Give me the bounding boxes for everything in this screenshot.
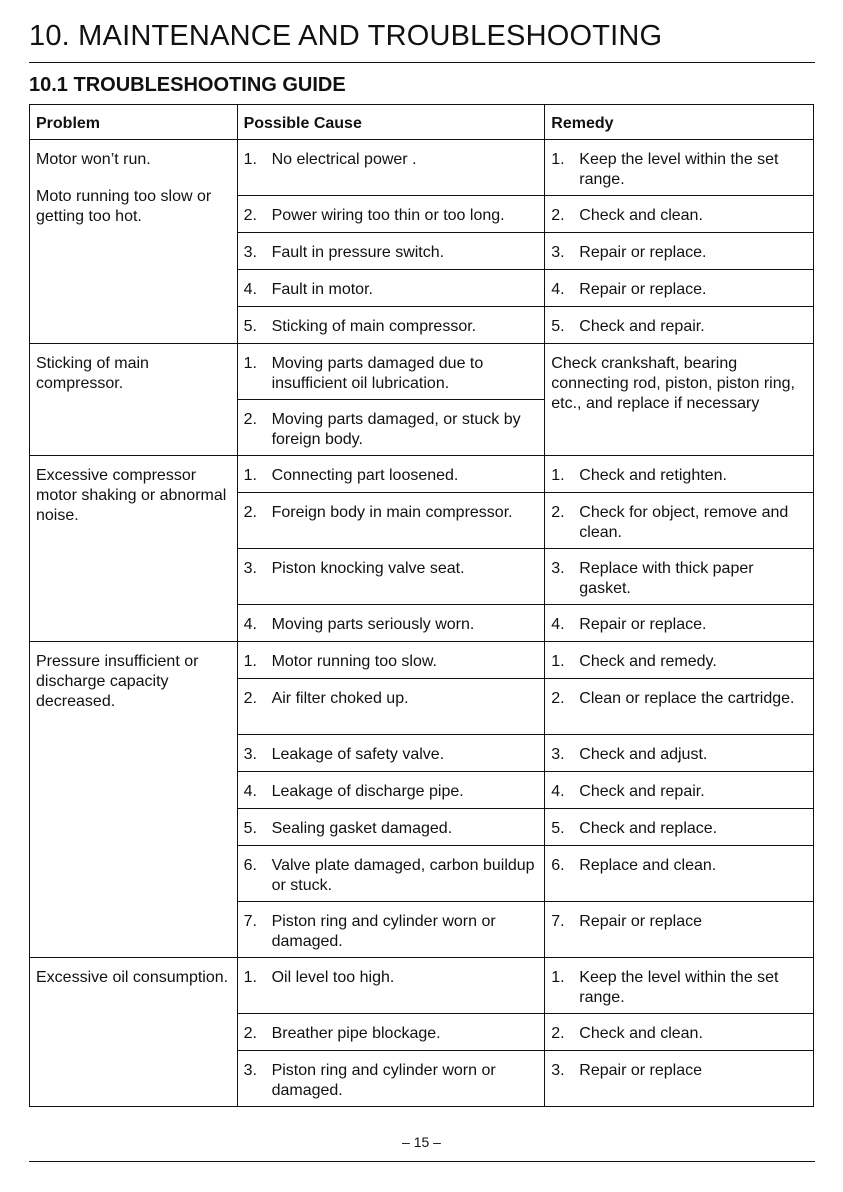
- table-row: [30, 958, 814, 1014]
- remedy-cell: [545, 1014, 814, 1051]
- section-title: 10.1 TROUBLESHOOTING GUIDE: [29, 74, 346, 96]
- troubleshooting-table: [29, 104, 814, 1107]
- cause-text: Valve plate damaged, carbon buildup or stuck.: [271, 857, 535, 894]
- problem-cell: [30, 456, 238, 642]
- problem-cell: [30, 642, 238, 958]
- item-number: 4.: [551, 783, 565, 800]
- header-possible-cause: Possible Cause: [237, 105, 545, 140]
- item-number: 5.: [243, 318, 257, 335]
- remedy-cell: [545, 1051, 814, 1107]
- item-number: 1.: [551, 969, 565, 986]
- cause-cell: [237, 958, 545, 1014]
- table-row: [30, 344, 814, 400]
- item-number: 2.: [551, 690, 565, 707]
- cause-text: Air filter choked up.: [271, 690, 409, 707]
- cause-cell: [237, 270, 545, 307]
- remedy-cell: [545, 140, 814, 196]
- cause-text: Moving parts damaged, or stuck by foreign body.: [271, 411, 521, 448]
- remedy-text: Keep the level within the set range.: [579, 969, 779, 1006]
- remedy-text: Keep the level within the set range.: [579, 151, 779, 188]
- item-number: 2.: [243, 690, 257, 707]
- remedy-text: Check and adjust.: [579, 746, 708, 763]
- item-number: 4.: [551, 281, 565, 298]
- remedy-cell: [545, 958, 814, 1014]
- remedy-text: Check and repair.: [579, 783, 705, 800]
- item-number: 1.: [551, 151, 565, 168]
- remedy-text: Check crankshaft, bearing connecting rod, piston, piston ring, etc., and replace if necessary: [551, 355, 795, 412]
- problem-cell: [30, 958, 238, 1107]
- remedy-cell: [545, 493, 814, 549]
- header-remedy: Remedy: [545, 105, 814, 140]
- cause-cell: [237, 549, 545, 605]
- cause-text: Connecting part loosened.: [271, 467, 459, 484]
- remedy-text: Replace and clean.: [579, 857, 717, 874]
- cause-text: Power wiring too thin or too long.: [271, 207, 505, 224]
- item-number: 2.: [243, 504, 257, 521]
- item-number: 2.: [243, 1025, 257, 1042]
- remedy-cell: [545, 735, 814, 772]
- remedy-text: Clean or replace the cartridge.: [579, 690, 795, 707]
- cause-cell: [237, 1014, 545, 1051]
- remedy-text: Check and clean.: [579, 1025, 703, 1042]
- item-number: 2.: [243, 207, 257, 224]
- remedy-cell: [545, 270, 814, 307]
- remedy-cell: [545, 772, 814, 809]
- problem-text: Pressure insufficient or discharge capacity decreased.: [36, 653, 199, 710]
- item-number: 2.: [551, 1025, 565, 1042]
- cause-text: Fault in motor.: [271, 281, 373, 298]
- cause-text: Piston ring and cylinder worn or damaged.: [271, 1062, 496, 1099]
- header-row: [30, 105, 814, 140]
- cause-cell: [237, 846, 545, 902]
- cause-cell: [237, 233, 545, 270]
- cause-cell: [237, 735, 545, 772]
- item-number: 1.: [551, 467, 565, 484]
- table-row: [30, 456, 814, 493]
- cause-text: Piston ring and cylinder worn or damaged.: [271, 913, 496, 950]
- cause-text: Breather pipe blockage.: [271, 1025, 441, 1042]
- cause-text: Oil level too high.: [271, 969, 395, 986]
- problem-text: Excessive compressor motor shaking or abnormal noise.: [36, 467, 227, 524]
- remedy-text: Repair or replace.: [579, 616, 707, 633]
- remedy-cell: [545, 809, 814, 846]
- item-number: 2.: [551, 504, 565, 521]
- remedy-cell: [545, 605, 814, 642]
- table-row: [30, 140, 814, 196]
- item-number: 3.: [243, 560, 257, 577]
- item-number: 1.: [243, 355, 257, 372]
- remedy-text: Repair or replace: [579, 913, 702, 930]
- cause-text: Moving parts damaged due to insufficient oil lubrication.: [271, 355, 484, 392]
- item-number: 1.: [243, 151, 257, 168]
- remedy-cell: [545, 233, 814, 270]
- remedy-text: Replace with thick paper gasket.: [579, 560, 754, 597]
- remedy-cell: [545, 196, 814, 233]
- cause-cell: [237, 344, 545, 400]
- cause-cell: [237, 809, 545, 846]
- cause-text: Sealing gasket damaged.: [271, 820, 453, 837]
- problem-cell: [30, 344, 238, 456]
- item-number: 4.: [243, 783, 257, 800]
- remedy-text: Check and remedy.: [579, 653, 717, 670]
- cause-cell: [237, 1051, 545, 1107]
- remedy-text: Check and repair.: [579, 318, 705, 335]
- item-number: 3.: [551, 560, 565, 577]
- remedy-text: Repair or replace: [579, 1062, 702, 1079]
- cause-cell: [237, 493, 545, 549]
- cause-cell: [237, 605, 545, 642]
- item-number: 3.: [243, 244, 257, 261]
- item-number: 7.: [551, 913, 565, 930]
- cause-cell: [237, 196, 545, 233]
- remedy-text: Repair or replace.: [579, 244, 707, 261]
- remedy-text: Check and clean.: [579, 207, 703, 224]
- item-number: 6.: [243, 857, 257, 874]
- item-number: 7.: [243, 913, 257, 930]
- cause-cell: [237, 400, 545, 456]
- item-number: 1.: [243, 653, 257, 670]
- remedy-cell: [545, 679, 814, 735]
- remedy-cell: [545, 307, 814, 344]
- problem-cell: [30, 140, 238, 344]
- item-number: 5.: [243, 820, 257, 837]
- problem-text: Moto running too slow or getting too hot.: [36, 188, 212, 225]
- remedy-cell: [545, 846, 814, 902]
- item-number: 3.: [551, 746, 565, 763]
- remedy-text: Repair or replace.: [579, 281, 707, 298]
- item-number: 2.: [551, 207, 565, 224]
- remedy-cell: [545, 642, 814, 679]
- cause-cell: [237, 307, 545, 344]
- cause-text: Motor running too slow.: [271, 653, 437, 670]
- cause-cell: [237, 140, 545, 196]
- item-number: 3.: [243, 746, 257, 763]
- item-number: 1.: [243, 467, 257, 484]
- item-number: 5.: [551, 318, 565, 335]
- item-number: 1.: [243, 969, 257, 986]
- footer-rule: [29, 1161, 815, 1162]
- cause-text: Foreign body in main compressor.: [271, 504, 513, 521]
- item-number: 6.: [551, 857, 565, 874]
- cause-cell: [237, 456, 545, 493]
- table-row: [30, 642, 814, 679]
- item-number: 5.: [551, 820, 565, 837]
- item-number: 3.: [551, 1062, 565, 1079]
- problem-text: Motor won’t run.: [36, 151, 151, 168]
- remedy-cell: [545, 549, 814, 605]
- cause-cell: [237, 642, 545, 679]
- item-number: 2.: [243, 411, 257, 428]
- remedy-text: Check for object, remove and clean.: [579, 504, 789, 541]
- cause-cell: [237, 902, 545, 958]
- cause-cell: [237, 772, 545, 809]
- problem-text: Excessive oil consumption.: [36, 969, 229, 986]
- cause-text: Leakage of discharge pipe.: [271, 783, 464, 800]
- item-number: 4.: [243, 281, 257, 298]
- cause-text: Fault in pressure switch.: [271, 244, 445, 261]
- remedy-cell: [545, 902, 814, 958]
- remedy-cell: [545, 456, 814, 493]
- page-number: – 15 –: [402, 1134, 441, 1150]
- cause-text: No electrical power .: [271, 151, 417, 168]
- page-title: 10. MAINTENANCE AND TROUBLESHOOTING: [29, 20, 663, 52]
- item-number: 4.: [551, 616, 565, 633]
- cause-text: Sticking of main compressor.: [271, 318, 477, 335]
- problem-text: Sticking of main compressor.: [36, 355, 149, 392]
- item-number: 1.: [551, 653, 565, 670]
- remedy-text: Check and replace.: [579, 820, 718, 837]
- item-number: 4.: [243, 616, 257, 633]
- item-number: 3.: [551, 244, 565, 261]
- header-problem: Problem: [30, 105, 238, 140]
- cause-text: Moving parts seriously worn.: [271, 616, 475, 633]
- cause-cell: [237, 679, 545, 735]
- remedy-cell: [545, 344, 814, 456]
- item-number: 3.: [243, 1062, 257, 1079]
- cause-text: Piston knocking valve seat.: [271, 560, 465, 577]
- cause-text: Leakage of safety valve.: [271, 746, 445, 763]
- title-rule: [29, 62, 815, 63]
- remedy-text: Check and retighten.: [579, 467, 727, 484]
